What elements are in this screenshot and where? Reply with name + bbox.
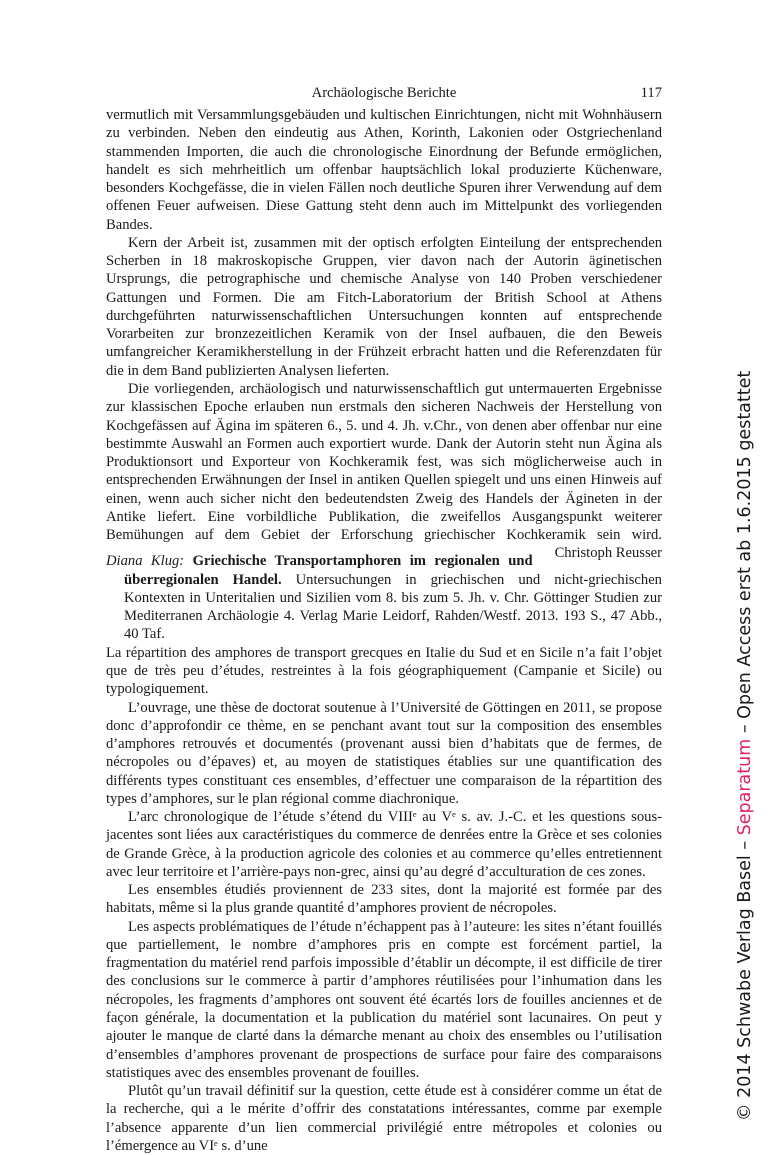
review-1-paragraph: Kern der Arbeit ist, zusammen mit der optisch erfolgten Einteilung der entsprechenden Scherben in 18 makroskopische Gruppen, vier davon nach der Autorin äginetischen Ursprungs, die petrographische und chemische Analyse von 140 Proben verschiedener Gattungen und Formen. Die am Fitch-Laboratorium der British School at Athens durchgeführten naturwissenschaftlichen Untersuchungen konnten auf entsprechende Vorarbeiten zur bronzezeitlichen Keramik von der Insel aufbauen, die den Beweis umfangreicher Keramikherstellung in der Frühzeit erbracht hatten und die Referenzdaten für die in dem Band publizierten Analysen lieferten. [106, 234, 662, 379]
book-details: Untersuchungen in griechischen und nicht-griechischen Kontexten in Unteritalien und Sizilien vom 8. bis zum 5. Jh. v. Chr. Göttinger Studien zur Mediterranen Archäologie 4. Verlag Marie Leidorf, Rahden/Westf. 2013. 193 S., 47 Abb., 40 Taf. [124, 571, 662, 643]
review-2 [106, 552, 662, 1155]
separatum-label: Separatum [735, 738, 755, 836]
page-number: 117 [640, 85, 662, 101]
review-2-paragraph: Plutôt qu’un travail définitif sur la question, cette étude est à considérer comme un état de la recherche, qui a le mérite d’offrir des constatations intéressantes, comme par exemple l’absence apparente d’un lien commercial privilégié entre métropoles et colonies ou l’émergence au VIᵉ s. d’une [106, 1083, 662, 1154]
side-copyright-notice [733, 175, 763, 1121]
book-title: Griechische Transportamphoren im regionalen und überregionalen Handel. [124, 553, 533, 588]
review-1-paragraph: vermutlich mit Versammlungsgebäuden und kultischen Einrichtungen, nicht mit Wohnhäusern zu verbinden. Neben den eindeutig aus Athen, Korinth, Lakonien oder Ostgriechenland stammenden Importen, die auch die chronologische Einordnung der Befunde ermöglichen, handelt es sich mehrheitlich um offenbar hauptsächlich lokal produzierte Küchenware, besonders Kochgefässe, die in vielen Fällen noch deutliche Spuren ihrer Verwendung auf dem offenen Feuer aufweisen. Diese Gattung steht denn auch im Mittelpunkt des vorliegenden Bandes. [106, 107, 662, 233]
open-access-text: – Open Access erst ab 1.6.2015 gestattet [735, 370, 755, 739]
review-2-paragraph: Les aspects problématiques de l’étude n’échappent pas à l’auteure: les sites n’étant fouillés que partiellement, le nombre d’amphores pris en compte est forcément partiel, la fragmentation du matériel rend parfois impossible d’établir un décompte, il est difficile de tirer des conclusions sur le commerce à partir d’amphores réutilisées pour l’inhumation dans les nécropoles, les fragments d’amphores ont souvent été écartés lors de fouilles anciennes et de façon générale, la documentation et la publication du matériel sont lacunaires. On peut y ajouter le manque de clarté dans la démarche menant au choix des ensembles ou l’utilisation d’ensembles d’amphores provenant de prospections de surface pour faire des comparaisons statistiques avec des ensembles provenant de fouilles. [106, 918, 662, 1081]
document-page [106, 84, 662, 1155]
running-title: Archäologische Berichte [311, 85, 457, 101]
copyright-text: © 2014 Schwabe Verlag Basel – [735, 835, 755, 1121]
review-2-paragraph: L’ouvrage, une thèse de doctorat soutenue à l’Université de Göttingen en 2011, se propose donc d’approfondir ce thème, en se penchant avant tout sur la composition des ensembles d’amphores retrouvés et documentés (provenant aussi bien d’habitats que de fermes, de nécropoles ou d’épaves) et, au moyen de statistiques établies sur une quantification des différents types constituant ces ensembles, d’effectuer une comparaison de la répartition des types d’amphores, sur le plan régional comme diachronique. [106, 699, 662, 807]
review-2-paragraph: Les ensembles étudiés proviennent de 233 sites, dont la majorité est formée par des habitats, même si la plus grande quantité d’amphores provient de nécropoles. [106, 882, 662, 917]
bibliographic-entry [106, 552, 662, 643]
side-notice-text [733, 371, 757, 1121]
book-author: Diana Klug: [106, 553, 185, 570]
review-2-paragraph: La répartition des amphores de transport grecques en Italie du Sud et en Sicile n’a fait l’objet que de très peu d’études, restreintes à la fois géographiquement (Campanie et Sicile) ou typologiquement. [106, 644, 662, 698]
reviewer-signature: Christoph Reusser [554, 545, 662, 562]
running-head [106, 84, 662, 106]
review-2-paragraph: L’arc chronologique de l’étude s’étend du VIIIᵉ au Vᵉ s. av. J.-C. et les questions sous-jacentes sont liées aux caractéristiques du commerce de denrées entre la Grèce et ses colonies de Grande Grèce, à la production agricole des colonies et au commerce qu’elles entretiennent avec leur territoire et l’arrière-pays non-grec, ainsi qu’au degré d’acculturation de ces zones. [106, 809, 662, 880]
review-1-final-text: Die vorliegenden, archäologisch und naturwissenschaftlich gut untermauerten Ergebnisse zur klassischen Epoche erlauben nun erstmals den sicheren Nachweis der Herstellung von Kochgefässen auf Ägina im späteren 6., 5. und 4. Jh. v.Chr., von denen aber offenbar nur eine bestimmte Auswahl an Formen auch exportiert wurde. Dank der Autorin steht nun Ägina als Produktionsort und Exporteur von Kochkeramik fest, was sich möglicherweise auch in entsprechenden Erwähnungen der Insel in antiken Quellen spiegelt und uns einen Hinweis auf einen, wenn auch sicher nicht den bedeutendsten Zweig des Handels der Ägineten in der Antike liefert. Eine vorbildliche Publikation, die zweifellos Ausgangspunkt weiterer Bemühungen auf dem Gebiet der Erforschung griechischer Kochkeramik sein wird. [106, 380, 662, 544]
